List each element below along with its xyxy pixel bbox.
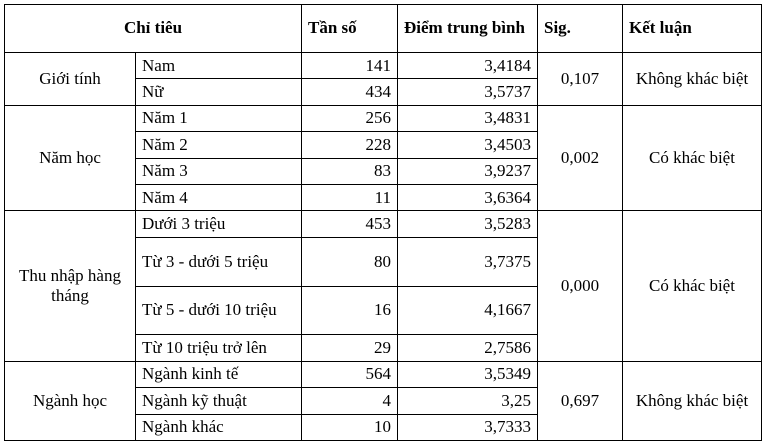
row-mean: 3,25 xyxy=(398,388,538,414)
table-row xyxy=(5,361,762,387)
row-mean: 3,4184 xyxy=(398,53,538,79)
row-label: Ngành kinh tế xyxy=(136,361,302,387)
header-sig: Sig. xyxy=(538,5,623,53)
row-mean: 3,4503 xyxy=(398,132,538,158)
row-frequency: 256 xyxy=(302,105,398,131)
header-criteria: Chỉ tiêu xyxy=(5,5,302,53)
row-label: Năm 1 xyxy=(136,105,302,131)
row-label: Ngành khác xyxy=(136,414,302,440)
row-mean: 4,1667 xyxy=(398,286,538,335)
row-frequency: 29 xyxy=(302,335,398,361)
table-row xyxy=(5,211,762,237)
row-frequency: 564 xyxy=(302,361,398,387)
row-mean: 3,7333 xyxy=(398,414,538,440)
row-mean: 3,5349 xyxy=(398,361,538,387)
row-mean: 3,5737 xyxy=(398,79,538,105)
header-mean: Điểm trung bình xyxy=(398,5,538,53)
header-frequency: Tần số xyxy=(302,5,398,53)
row-frequency: 11 xyxy=(302,185,398,211)
table-row xyxy=(5,105,762,131)
group-name: Thu nhập hàng tháng xyxy=(5,211,136,361)
group-sig: 0,697 xyxy=(538,361,623,440)
row-label: Nam xyxy=(136,53,302,79)
row-frequency: 228 xyxy=(302,132,398,158)
row-frequency: 83 xyxy=(302,158,398,184)
group-sig: 0,000 xyxy=(538,211,623,361)
row-label: Từ 5 - dưới 10 triệu xyxy=(136,286,302,335)
group-name: Ngành học xyxy=(5,361,136,440)
header-row xyxy=(5,5,762,53)
group-conclusion: Có khác biệt xyxy=(623,105,762,211)
row-label: Năm 4 xyxy=(136,185,302,211)
row-label: Năm 3 xyxy=(136,158,302,184)
row-label: Ngành kỹ thuật xyxy=(136,388,302,414)
group-conclusion: Có khác biệt xyxy=(623,211,762,361)
header-conclusion: Kết luận xyxy=(623,5,762,53)
group-conclusion: Không khác biệt xyxy=(623,53,762,106)
row-label: Năm 2 xyxy=(136,132,302,158)
row-mean: 3,4831 xyxy=(398,105,538,131)
row-label: Từ 10 triệu trở lên xyxy=(136,335,302,361)
row-frequency: 80 xyxy=(302,237,398,286)
row-frequency: 10 xyxy=(302,414,398,440)
row-frequency: 141 xyxy=(302,53,398,79)
row-mean: 2,7586 xyxy=(398,335,538,361)
row-frequency: 453 xyxy=(302,211,398,237)
row-label: Nữ xyxy=(136,79,302,105)
group-sig: 0,002 xyxy=(538,105,623,211)
group-conclusion: Không khác biệt xyxy=(623,361,762,440)
row-mean: 3,6364 xyxy=(398,185,538,211)
table-row xyxy=(5,53,762,79)
row-frequency: 434 xyxy=(302,79,398,105)
row-mean: 3,7375 xyxy=(398,237,538,286)
row-label: Dưới 3 triệu xyxy=(136,211,302,237)
group-name: Giới tính xyxy=(5,53,136,106)
group-sig: 0,107 xyxy=(538,53,623,106)
row-mean: 3,9237 xyxy=(398,158,538,184)
row-frequency: 4 xyxy=(302,388,398,414)
row-label: Từ 3 - dưới 5 triệu xyxy=(136,237,302,286)
group-name: Năm học xyxy=(5,105,136,211)
row-mean: 3,5283 xyxy=(398,211,538,237)
row-frequency: 16 xyxy=(302,286,398,335)
anova-results-table xyxy=(4,4,762,441)
